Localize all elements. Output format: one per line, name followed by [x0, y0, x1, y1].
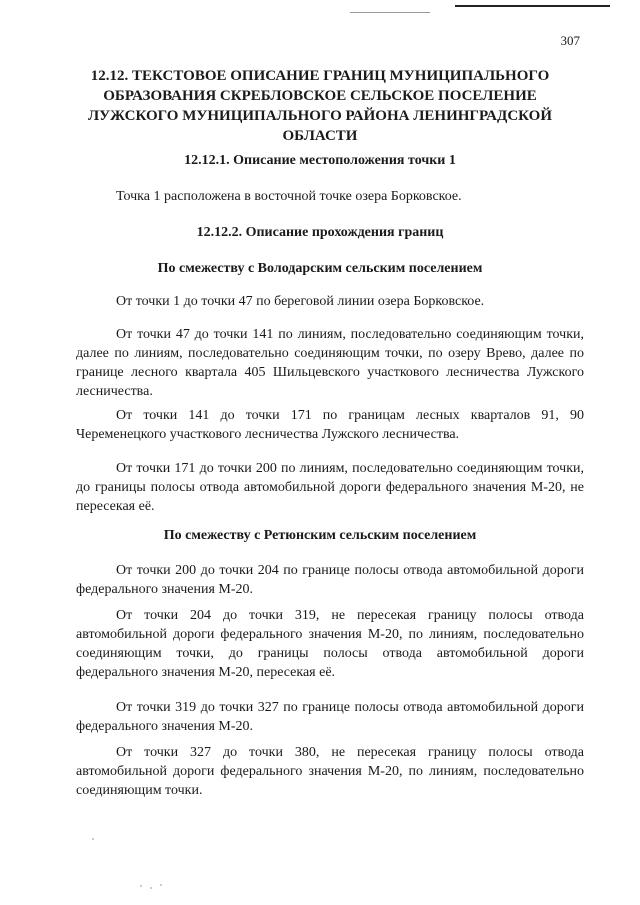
paragraph: От точки 200 до точки 204 по границе полосы отвода автомобильной дороги федерального значения М-20.	[76, 563, 584, 597]
scan-speck	[92, 838, 94, 840]
scan-speck	[150, 887, 152, 889]
paragraph: От точки 1 до точки 47 по береговой линии озера Борковское.	[116, 294, 485, 309]
paragraph: От точки 47 до точки 141 по линиям, последовательно соединяющим точки, далее по линиям, последовательно соединяющим точки, по озеру Врево, далее по границе лесного квартала 405 Шильцевского участкового лесничества Лужского лесничества.	[76, 327, 584, 399]
paragraph: От точки 204 до точки 319, не пересекая границу полосы отвода автомобильной дороги федерального значения М-20, по линиям, последовательно соединяющим точки, до границы полосы отвода автомобильной дороги федерального значения М-20, пересекая её.	[76, 608, 584, 680]
page-number: 307	[560, 33, 580, 48]
group-2-heading: По смежеству с Ретюнским сельским поселением	[163, 528, 477, 543]
scan-speck	[160, 884, 162, 886]
section-2-heading: 12.12.2. Описание прохождения границ	[196, 225, 444, 240]
paragraph: От точки 141 до точки 171 по границам лесных кварталов 91, 90 Череменецкого участкового лесничества Лужского лесничества.	[76, 408, 584, 442]
paragraph: От точки 327 до точки 380, не пересекая границу полосы отвода автомобильной дороги федерального значения М-20, по линиям, последовательно соединяющим точки.	[76, 745, 584, 798]
paragraph: От точки 319 до точки 327 по границе полосы отвода автомобильной дороги федерального значения М-20.	[76, 700, 584, 734]
section-1-text: Точка 1 расположена в восточной точке озера Борковское.	[116, 189, 462, 204]
paragraph: От точки 171 до точки 200 по линиям, последовательно соединяющим точки, до границы полосы отвода автомобильной дороги федерального значения М-20, не пересекая её.	[76, 461, 584, 514]
top-rule-thin	[350, 12, 430, 13]
section-1-heading: 12.12.1. Описание местоположения точки 1	[184, 153, 456, 168]
page-title: 12.12. ТЕКСТОВОЕ ОПИСАНИЕ ГРАНИЦ МУНИЦИПАЛЬНОГО ОБРАЗОВАНИЯ СКРЕБЛОВСКОЕ СЕЛЬСКОЕ ПОСЕЛЕНИЕ ЛУЖСКОГО МУНИЦИПАЛЬНОГО РАЙОНА ЛЕНИНГРАДСКОЙ ОБЛАСТИ	[87, 68, 553, 144]
top-rule	[455, 5, 610, 7]
scan-speck	[140, 885, 142, 887]
group-1-heading: По смежеству с Володарским сельским поселением	[157, 261, 483, 276]
